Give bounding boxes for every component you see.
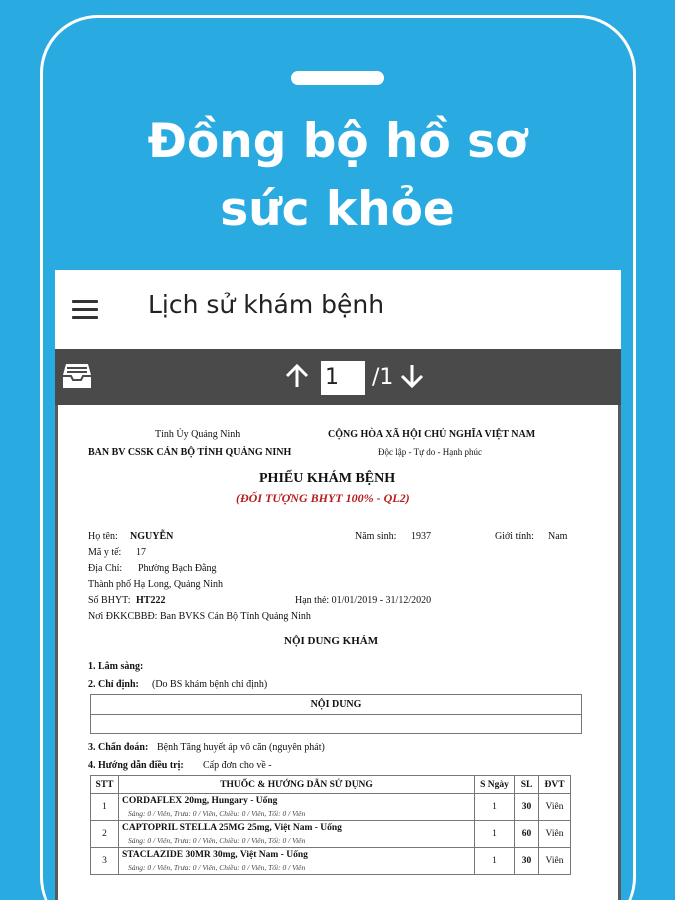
- name-label: Họ tên:: [88, 531, 118, 542]
- item-clinical: 1. Lâm sàng:: [88, 661, 144, 672]
- content-header: NỘI DUNG: [91, 695, 581, 715]
- rx-unit: Viên: [539, 848, 571, 875]
- address-label: Địa Chỉ:: [88, 563, 123, 574]
- item-diagnosis-value: Bệnh Tăng huyết áp vô căn (nguyên phát): [157, 742, 325, 753]
- pdf-toolbar: [55, 349, 621, 405]
- item-prescribed-label: 2. Chỉ định:: [88, 679, 139, 690]
- rx-row: [91, 821, 571, 848]
- bhyt-label: Số BHYT:: [88, 595, 131, 606]
- org-right-line-2: Độc lập - Tự do - Hạnh phúc: [378, 447, 482, 457]
- rx-stt: 2: [91, 821, 119, 848]
- rx-row: [91, 848, 571, 875]
- rx-header-qty: SL: [515, 776, 539, 794]
- org-right-line-1: CỘNG HÒA XÃ HỘI CHỦ NGHĨA VIỆT NAM: [328, 429, 536, 440]
- rx-stt: 3: [91, 848, 119, 875]
- rx-drug: [119, 821, 475, 848]
- document-title: PHIẾU KHÁM BỆNH: [259, 471, 396, 486]
- content-table: [90, 694, 582, 734]
- rx-stt: 1: [91, 794, 119, 821]
- app-bar-title: Lịch sử khám bệnh: [148, 290, 385, 319]
- arrow-up-icon[interactable]: [284, 363, 310, 389]
- rx-drug: [119, 794, 475, 821]
- document-viewer[interactable]: [55, 405, 621, 900]
- rx-days: 1: [475, 794, 515, 821]
- hamburger-menu-icon[interactable]: [72, 300, 98, 320]
- rx-qty: 30: [515, 794, 539, 821]
- arrow-down-icon[interactable]: [399, 363, 425, 389]
- phone-speaker: [291, 71, 384, 85]
- rx-drug-note: Sáng: 0 / Viên, Trưa: 0 / Viên, Chiều: 0 / Viên, Tối: 0 / Viên: [128, 836, 306, 845]
- item-prescribed-value: (Do BS khám bệnh chỉ định): [152, 679, 268, 690]
- app-screen: [55, 270, 621, 900]
- gender-label: Giới tính:: [495, 531, 534, 542]
- rx-qty: 30: [515, 848, 539, 875]
- address-line-2: Thành phố Hạ Long, Quảng Ninh: [88, 579, 223, 590]
- item-treatment-label: 4. Hướng dẫn điều trị:: [88, 760, 184, 771]
- rx-drug-name: STACLAZIDE 30MR 30mg, Việt Nam - Uống: [122, 850, 308, 860]
- headline-line-1: Đồng bộ hồ sơ: [147, 114, 528, 169]
- item-diagnosis-label: 3. Chẩn đoán:: [88, 742, 149, 753]
- org-left-line-2: BAN BV CSSK CÁN BỘ TỈNH QUẢNG NINH: [88, 447, 292, 458]
- rx-header-unit: ĐVT: [539, 776, 571, 794]
- rx-row: [91, 794, 571, 821]
- bhyt-number: HT222: [136, 595, 166, 606]
- rx-drug-note: Sáng: 0 / Viên, Trưa: 0 / Viên, Chiều: 0 / Viên, Tối: 0 / Viên: [128, 809, 306, 818]
- registered-facility: Nơi ĐKKCBBĐ: Ban BVKS Cán Bộ Tỉnh Quảng Ninh: [88, 611, 311, 622]
- med-id-label: Mã y tế:: [88, 547, 122, 558]
- item-treatment-value: Cấp đơn cho về -: [203, 760, 272, 771]
- rx-days: 1: [475, 821, 515, 848]
- document-subtitle: (ĐỐI TƯỢNG BHYT 100% - QL2): [236, 491, 410, 505]
- rx-header-days: S Ngày: [475, 776, 515, 794]
- rx-drug-name: CAPTOPRIL STELLA 25MG 25mg, Việt Nam - Uống: [122, 823, 342, 833]
- org-left-line-1: Tỉnh Ủy Quảng Ninh: [155, 429, 241, 440]
- page-total-label: /1: [372, 365, 394, 390]
- patient-name: NGUYỄN: [130, 531, 174, 542]
- rx-header-stt: STT: [91, 776, 119, 794]
- promo-headline: [0, 108, 675, 244]
- gender: Nam: [548, 531, 568, 542]
- prescription-table: [90, 775, 571, 875]
- rx-days: 1: [475, 848, 515, 875]
- exam-content-title: NỘI DUNG KHÁM: [284, 635, 379, 647]
- app-bar: [55, 270, 621, 349]
- headline-line-2: sức khỏe: [220, 182, 455, 237]
- card-expiry: Hạn thẻ: 01/01/2019 - 31/12/2020: [295, 595, 432, 606]
- rx-drug-note: Sáng: 0 / Viên, Trưa: 0 / Viên, Chiều: 0 / Viên, Tối: 0 / Viên: [128, 863, 306, 872]
- rx-unit: Viên: [539, 821, 571, 848]
- med-id: 17: [136, 547, 146, 558]
- document-page: [58, 405, 618, 900]
- rx-qty: 60: [515, 821, 539, 848]
- birth-year: 1937: [411, 531, 431, 542]
- rx-unit: Viên: [539, 794, 571, 821]
- tray-icon[interactable]: [62, 362, 92, 390]
- page-number-input[interactable]: 1: [321, 361, 365, 395]
- rx-drug-name: CORDAFLEX 20mg, Hungary - Uống: [122, 796, 278, 806]
- address-line-1: Phường Bạch Đằng: [138, 563, 217, 574]
- birth-label: Năm sinh:: [355, 531, 397, 542]
- rx-header-drug: THUỐC & HƯỚNG DẪN SỬ DỤNG: [119, 776, 475, 794]
- rx-drug: [119, 848, 475, 875]
